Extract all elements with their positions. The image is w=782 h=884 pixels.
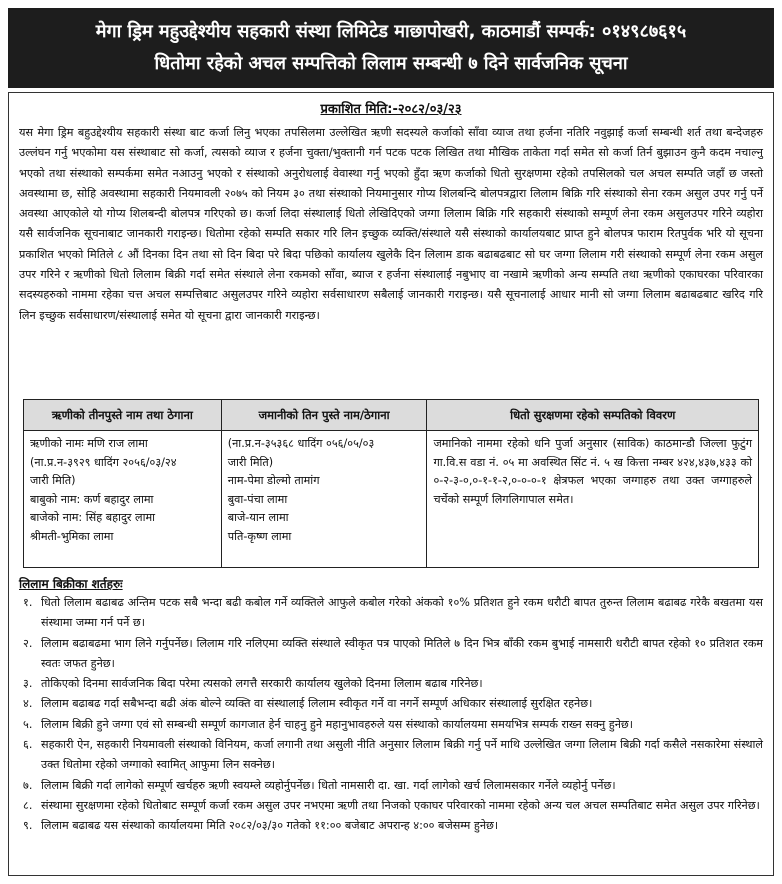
notice-body [8, 92, 774, 876]
table-row [24, 431, 759, 568]
borrower-grandfather: बाजेको नाम: सिंह बहादुर लामा [30, 511, 156, 525]
guarantor-father: बुवा-पंचा लामा [227, 492, 288, 506]
condition-number: २. [23, 636, 33, 650]
borrower-details-table [23, 399, 759, 568]
header-borrower: ऋणीको तीनपुस्ते नाम तथा ठेगाना [24, 400, 222, 431]
guarantor-citizenship: (ना.प्र.न-३५३६८ धादिंग ०५६/०५/०३ [227, 437, 375, 450]
borrower-cell [24, 431, 222, 568]
published-date: प्रकाशित मिति:-२०८२/०३/२३ [320, 102, 462, 117]
list-item [19, 796, 763, 816]
borrower-issue-date: जारी मिति) [30, 474, 76, 488]
list-item [19, 816, 763, 836]
condition-text: धितो लिलाम बढाबढ अन्तिम पटक सबै भन्दा बढी कबोल गर्ने व्यक्तिले आफुले कबोल गरेको अंकको १०% प्रतिशत हुने रकम धरौटी बापत तुरुन्त लिलाम बढाबढ गरेकै बखतमा यस संस्थामा जम्मा गर्न पर्ने छ। [41, 596, 763, 630]
borrower-father: बाबुको नाम: कर्ण बहादुर लामा [30, 492, 154, 506]
condition-number: ६. [23, 738, 33, 752]
condition-number: ७. [23, 778, 33, 792]
guarantor-issue-date: जारी मिति) [227, 455, 274, 469]
intro-paragraph: यस मेगा ड्रिम बहुउद्देश्यीय सहकारी संस्था बाट कर्जा लिनु भएका तपसिलमा उल्लेखित ऋणी सदस्यले कर्जाको साँवा व्याज तथा हर्जना नतिरि नवुझाई कर्जा सम्बन्धी शर्त तथा बन्देजहरु उल्लंघन गर्नु भएकोमा यस संस्थाबाट सो कर्जा, त्यसको व्याज र हर्जना चुक्ता/भुक्तानी गर्न पटक पटक लिखित तथा मौखिक ताकेता गर्दा समेत सो कर्जा तिर्न बुझाउन कुनै कदम नचाल्नु भएको तथा संस्थाको सम्पर्कमा समेत नआउनु भएको र संस्थाको अनुरोधलाई वेवास्था गर्नु भएको हुँदा ऋण कर्जाको धितो सुरक्षणमा रहेको तपसिलको चल अचल सम्पति जहाँ छ जस्तो अवस्थामा छ, सोहि अवस्थामा सहकारी नियमावली २०७५ को नियम ३० तथा संस्थाको नियमानुसार गोप्य शिलबन्दि बोलपत्रद्वारा लिलाम बिक्रि गरि संस्थाको सेना रकम असुल उपर गर्नु पर्ने अवस्था आएकोले यो गोप्य शिलबन्दी बोलपत्र गरिएको छ। कर्जा लिदा संस्थालाई धितो लेखिदिएको जग्गा लिलाम बिक्रि गरि सहकारी संस्थाको सम्पूर्ण लेना रकम असुलउपर गरिने व्यहोरा यसै सार्वजनिक सूचनाबाट जानकारी गराइन्छ। धितोमा रहेको सम्पति सकार गरि लिन इच्छुक व्यक्ति/संस्थाले यसै संस्थाको कार्यालयबाट प्राप्त हुने बोलपत्र फाराम रितपुर्वक भरि यो सूचना प्रकाशित भएको मितिले ८ औं दिनका दिन तथा सो दिन बिदा परे बिदा पछिको कार्यालय खुलेकै दिन लिलाम डाक बढाबढबाट सो घर जग्गा लिलाम गरी संस्थाको सम्पूर्ण लेना रकम असुल उपर गरिने र ऋणीको धितो लिलाम बिक्री गर्दा समेत संस्थाले लेना रकमको साँवा, ब्याज र हर्जना संस्थालाई नबुभाए वा नखामे ऋणीको अन्य सम्पति तथा ऋणीको एकाघरका परिवारका सदस्यहरुको नाममा रहेका चत्त अचल सम्पत्तिबाट असुलउपर गरिने व्यहोरा सर्वसाधारण सबैलाई जानकारी गराइन्छ। यसै सूचनालाई आधार मानी सो जग्गा लिलाम बढाबढबाट खरिद गरि लिन इच्छुक सर्वसाधारण/संस्थालाई समेत यो सूचना द्वारा जानकारी गराइन्छ। [19, 126, 764, 322]
condition-number: ४. [23, 697, 33, 711]
conditions-list [19, 593, 763, 837]
header-collateral: धितो सुरक्षणमा रहेको सम्पतिको विवरण [427, 400, 759, 431]
condition-number: ९. [23, 819, 33, 833]
condition-number: ३. [23, 677, 33, 691]
condition-text: लिलाम बढाबढ गर्दा सबैभन्दा बढी अंक बोल्ने व्यक्ति वा संस्थालाई लिलाम स्वीकृत गर्ने वा नगर्ने सम्पूर्ण अधिकार संस्थालाई सुरक्षित रहनेछ। [41, 697, 593, 711]
table-header-row [24, 400, 759, 431]
guarantor-husband: पति-कृष्ण लामा [227, 529, 292, 543]
list-item [19, 694, 763, 714]
collateral-cell [427, 431, 759, 568]
guarantor-cell [221, 431, 427, 568]
condition-text: लिलाम बढाबढ यस संस्थाको कार्यालयमा मिति २०८२/०३/३० गतेको ११:०० बजेबाट अपरान्ह ४:०० बजेसम्म हुनेछ। [41, 819, 499, 833]
guarantor-name: नाम-पेमा डोल्मो तामांग [227, 474, 320, 488]
condition-number: १. [23, 596, 33, 609]
list-item [19, 715, 763, 735]
list-item [19, 735, 763, 776]
condition-text: लिलाम बिक्री गर्दा लागेको सम्पूर्ण खर्चहरु ऋणी स्वयम्ले व्यहोर्नुपर्नेछ। धितो नामसारी दा. खा. गर्दा लागेको खर्च लिलामसकार गर्नेले व्यहोर्नु पर्नेछ। [41, 778, 616, 792]
condition-text: लिलाम बढाबढमा भाग लिने गर्नुपर्नेछ। लिलाम गरि नलिएमा व्यक्ति संस्थाले स्वीकृत पत्र पाएको मितिले ७ दिन भित्र बाँकी रकम बुभाई नामसारी धरौटी बापत रहेको १० प्रतिशत रकम स्वतः जफत हुनेछ। [41, 636, 763, 670]
condition-number: ५. [23, 717, 33, 731]
borrower-name: ऋणीको नामः मणि राज लामा [30, 437, 148, 450]
condition-text: लिलाम बिक्री हुने जग्गा एवं सो सम्बन्धी सम्पूर्ण कागजात हेर्न चाहनु हुने महानुभावहरुले यस संस्थाको कार्यालयमा समयभित्र सम्पर्क राख्न सक्नु हुनेछ। [41, 717, 634, 731]
organization-title: मेगा ड्रिम महुउद्देश्यीय सहकारी संस्था लिमिटेड माछापोखरी, काठमाडौं सम्पर्क: ०१४९८७६१५ [95, 21, 687, 42]
condition-text: संस्थामा सुरक्षणमा रहेको धितोबाट सम्पूर्ण कर्जा रकम असुल उपर नभएमा ऋणी तथा निजको एकाघर परिवारको नाममा रहेको अन्य चल अचल सम्पतिबाट समेत असुल उपर गरिनेछ। [41, 798, 760, 812]
guarantor-grandfather: बाजे-यान लामा [227, 511, 289, 525]
condition-text: सहकारी ऐन, सहकारी नियमावली संस्थाको विनियम, कर्जा लगानी तथा असुली नीति अनुसार लिलाम बिक्री गर्नु पर्ने माथि उल्लेखित जग्गा लिलाम बिक्री गर्दा कसैले नसकारेमा संस्थाले उक्त धितोमा रहेको जग्गाको स्वामित् आफुमा लिन सक्नेछ। [41, 738, 763, 772]
collateral-description: जमानिको नाममा रहेको धनि पुर्जा अनुसार (साविक) काठमान्डौ जिल्ला फुटुंग गा.वि.स वडा नं. ०५ मा अवस्थित सिंट नं. ५ ख कित्ता नम्बर ४२४,४३७,४३३ को ०-२-३-०,०-१-१-२,०-०-०-१ क्षेत्रफल भएका जग्गाहरु तथा उक्त जग्गाहरुले चर्चेको सम्पूर्ण लिगलिगापाल समेत। [433, 437, 752, 506]
list-item [19, 776, 763, 796]
list-item [19, 593, 763, 634]
header-guarantor: जमानीको तिन पुस्ते नाम/ठेगाना [221, 400, 427, 431]
borrower-citizenship: (ना.प्र.न-३९२९ धादिंग २०५६/०३/२४ [30, 455, 177, 469]
condition-number: ८. [23, 798, 33, 812]
borrower-wife: श्रीमती-भुमिका लामा [30, 529, 114, 543]
conditions-title: लिलाम बिक्रीका शर्तहरुः [19, 577, 123, 591]
notice-header [8, 8, 774, 88]
condition-text: तोकिएको दिनमा सार्वजनिक बिदा परेमा त्यसको लगत्तै सरकारी कार्यालय खुलेको दिनमा लिलाम बढाब गरिनेछ। [41, 677, 483, 691]
notice-title: धितोमा रहेको अचल सम्पत्तिको लिलाम सम्बन्धी ७ दिने सार्वजनिक सूचना [154, 53, 628, 74]
list-item [19, 634, 763, 675]
list-item [19, 674, 763, 694]
